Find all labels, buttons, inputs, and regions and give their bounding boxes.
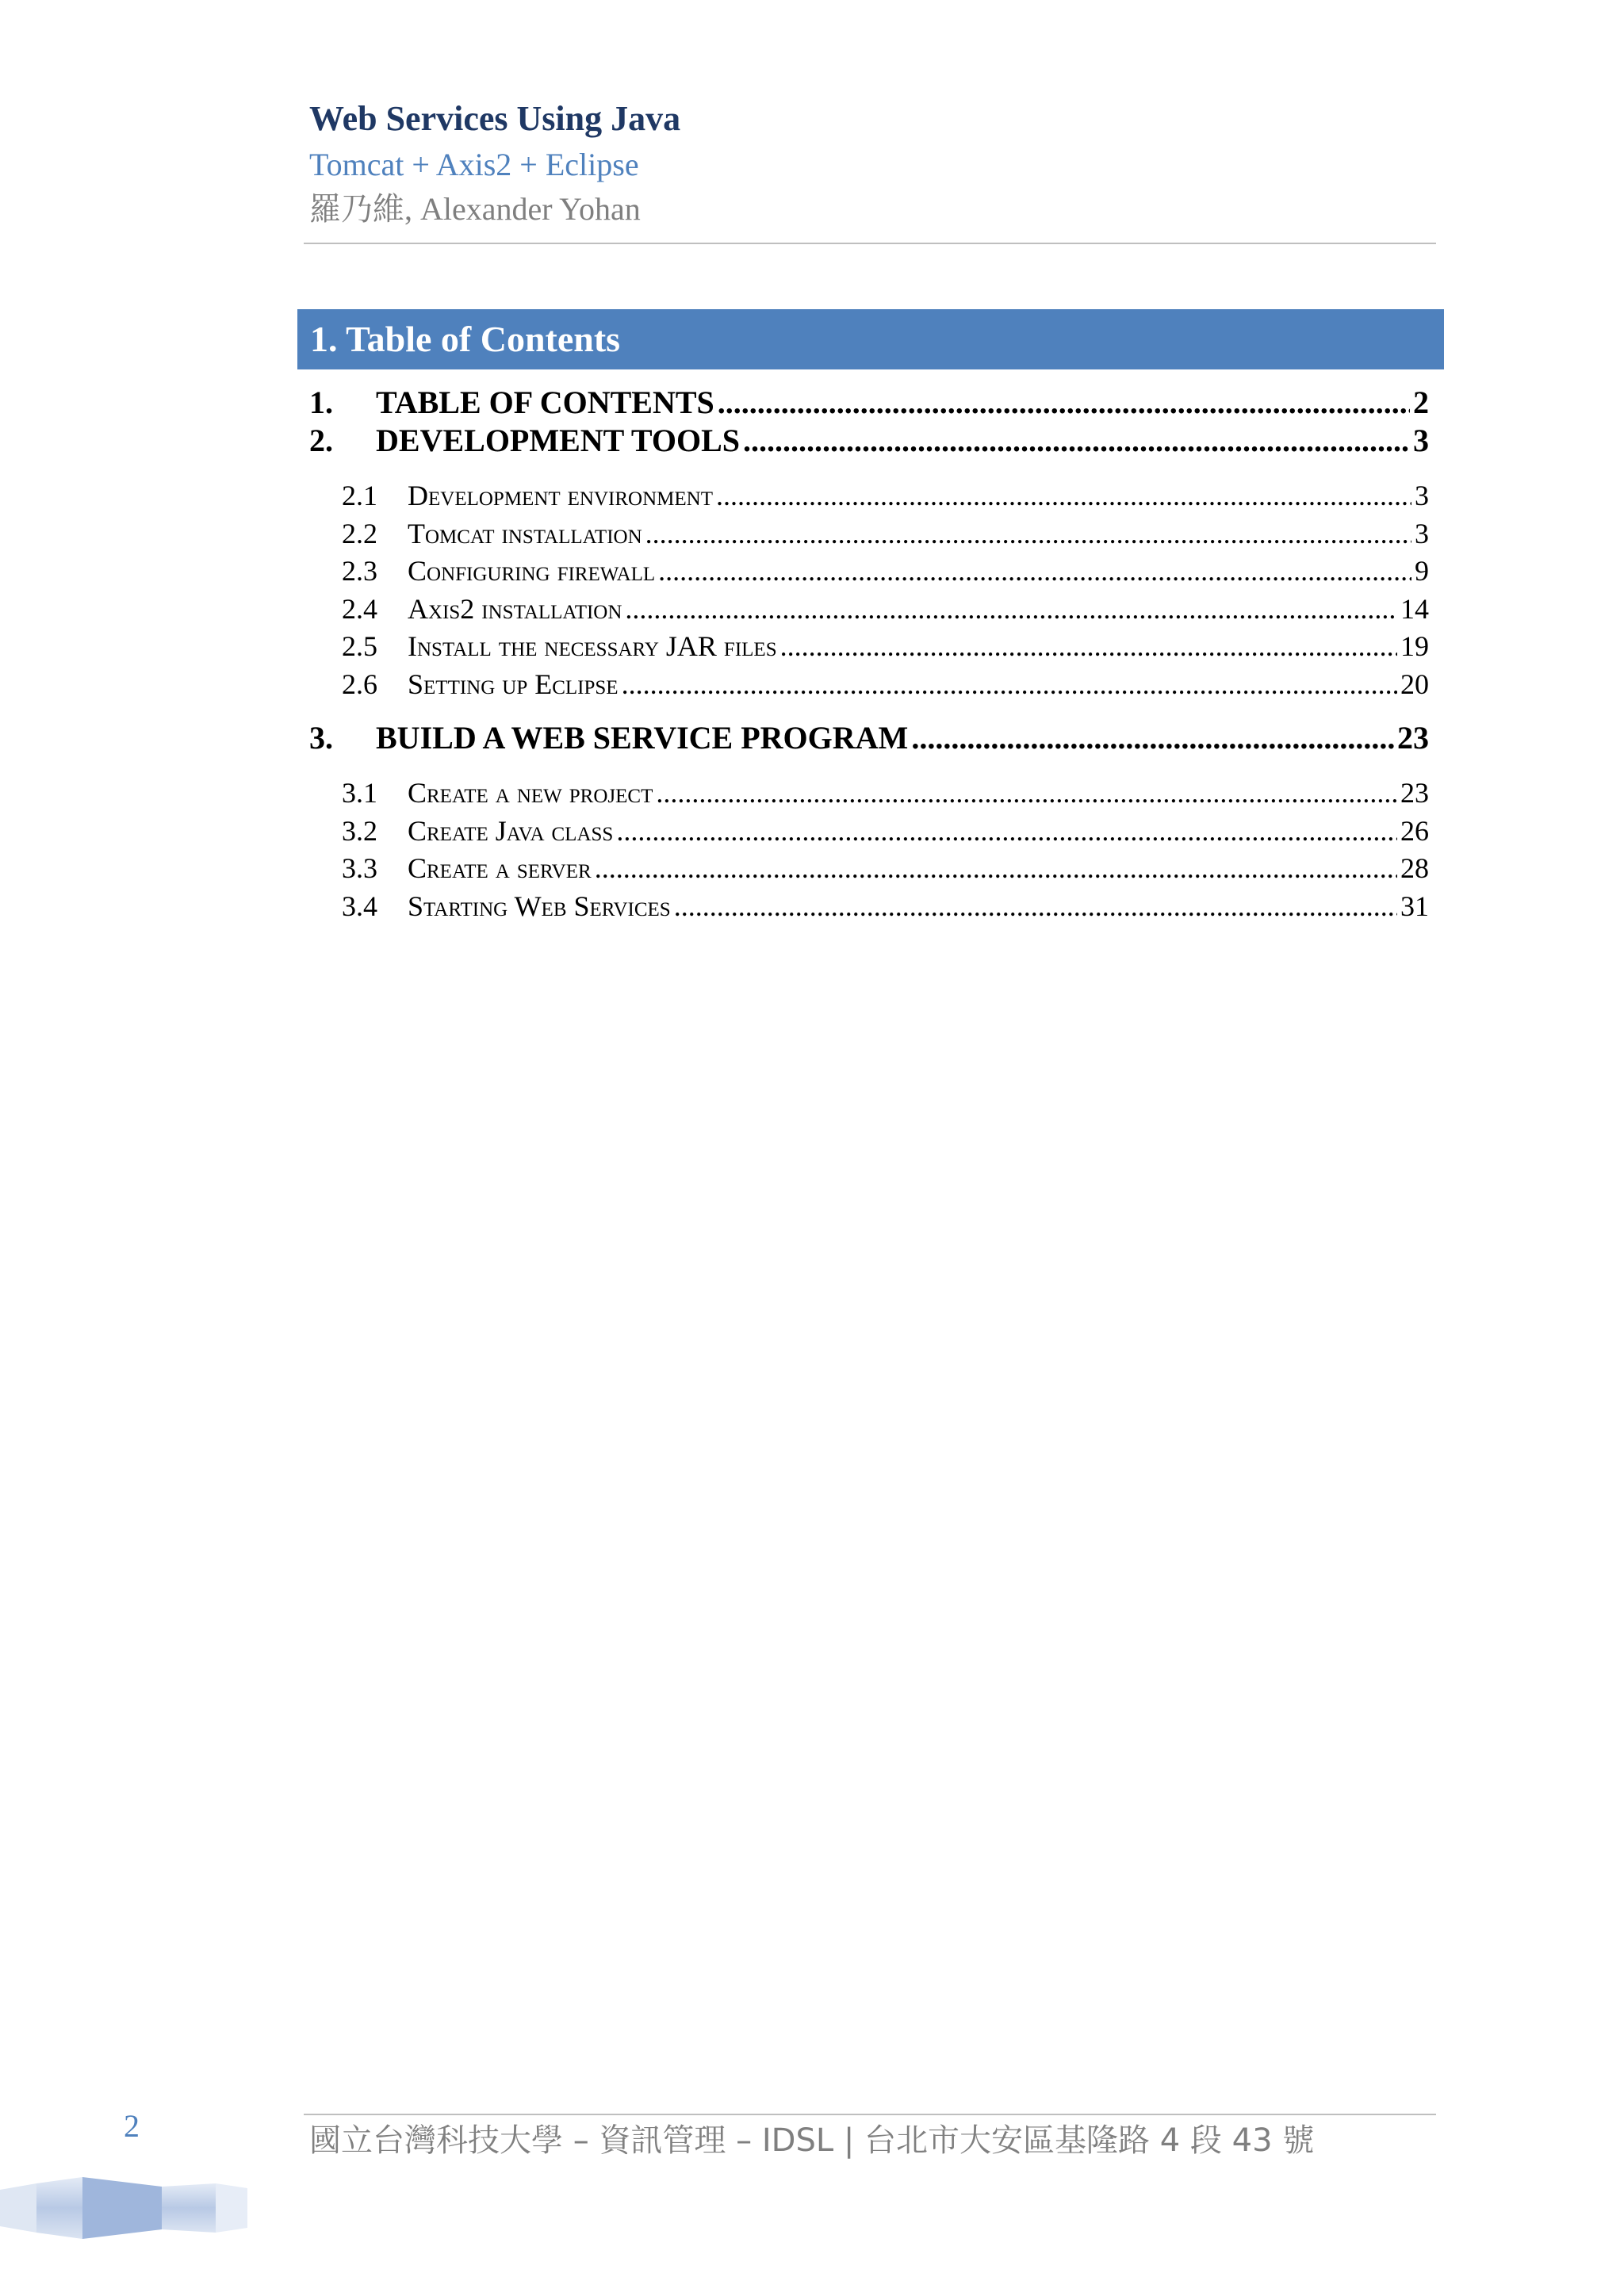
footer-divider [304,2114,1436,2115]
toc-leader [716,477,1411,515]
toc-leader [911,719,1394,757]
toc-page: 26 [1400,814,1429,847]
footer-text: 國立台灣科技大學 – 資訊管理 – IDSL | 台北市大安區基隆路 4 段 43 號 [309,2122,1315,2159]
document-title: Web Services Using Java [309,99,681,138]
toc-number: 3.4 [342,890,377,922]
toc-label-part: files [716,630,777,662]
toc-label: Starting Web Services [408,890,671,922]
toc-entry-configuring-firewall[interactable] [309,553,1429,591]
page-tab-decoration [0,2175,247,2241]
toc-label: Configuring firewall [408,555,656,587]
toc-entry-install-jar-files[interactable] [309,628,1429,666]
toc-number: 2.1 [342,480,377,511]
toc-label: Tomcat installation [408,517,642,549]
document-author: 羅乃維, Alexander Yohan [309,191,641,227]
toc-number: 3.3 [342,852,377,884]
toc-leader [780,628,1397,666]
toc-leader [622,666,1397,704]
toc-page: 23 [1400,777,1429,809]
toc-entry-table-of-contents[interactable] [309,384,1429,422]
page-header [309,95,1435,232]
toc-label: Axis2 installation [408,592,622,625]
toc-label: BUILD A WEB SERVICE PROGRAM [376,720,909,756]
table-of-contents [309,384,1429,925]
toc-leader [674,888,1397,926]
toc-number: 3.1 [342,777,377,809]
toc-entry-setting-up-eclipse[interactable] [309,666,1429,704]
toc-leader [625,591,1397,629]
toc-page: 3 [1415,480,1429,511]
toc-number: 1. [309,385,333,420]
toc-number: 2.6 [342,668,377,700]
toc-number: 2.2 [342,517,377,549]
toc-leader [658,553,1411,591]
toc-entry-axis2-installation[interactable] [309,591,1429,629]
toc-number: 2. [309,423,333,458]
toc-entry-starting-web-services[interactable] [309,888,1429,926]
toc-entry-create-java-class[interactable] [309,813,1429,851]
toc-entry-create-new-project[interactable] [309,775,1429,813]
toc-number: 2.4 [342,592,377,625]
toc-label: DEVELOPMENT TOOLS [376,423,741,458]
toc-label: Create a server [408,852,592,884]
toc-number: 3.2 [342,814,377,847]
toc-leader [718,384,1410,422]
toc-leader [743,422,1410,460]
toc-label: Setting up Eclipse [408,668,619,700]
header-divider [304,243,1436,244]
toc-label: Create a new project [408,777,653,809]
toc-number: 2.3 [342,555,377,587]
toc-number: 3. [309,720,333,756]
toc-leader [645,515,1411,553]
toc-page: 3 [1413,423,1429,458]
toc-page: 20 [1400,668,1429,700]
toc-label: TABLE OF CONTENTS [376,385,714,420]
document-subtitle: Tomcat + Axis2 + Eclipse [309,147,639,182]
section-heading: 1. Table of Contents [297,309,1444,369]
toc-entry-development-environment[interactable] [309,477,1429,515]
toc-page: 9 [1415,555,1429,587]
toc-page: 2 [1413,385,1429,420]
toc-label [408,628,777,666]
toc-page: 28 [1400,852,1429,884]
toc-entry-create-server[interactable] [309,850,1429,888]
toc-page: 14 [1400,592,1429,625]
page-number: 2 [124,2108,140,2144]
toc-leader [616,813,1397,851]
toc-entry-build-web-service[interactable] [309,719,1429,757]
toc-label-acronym: JAR [665,630,717,662]
toc-label: Create Java class [408,814,614,847]
toc-page: 31 [1400,890,1429,922]
toc-page: 23 [1397,720,1429,756]
toc-entry-development-tools[interactable] [309,422,1429,460]
toc-label: Development environment [408,480,713,511]
toc-leader [595,850,1397,888]
toc-number: 2.5 [342,630,377,662]
toc-label-part: Install the necessary [408,630,666,662]
toc-leader [656,775,1397,813]
toc-entry-tomcat-installation[interactable] [309,515,1429,553]
toc-page: 19 [1400,630,1429,662]
toc-page: 3 [1415,517,1429,549]
